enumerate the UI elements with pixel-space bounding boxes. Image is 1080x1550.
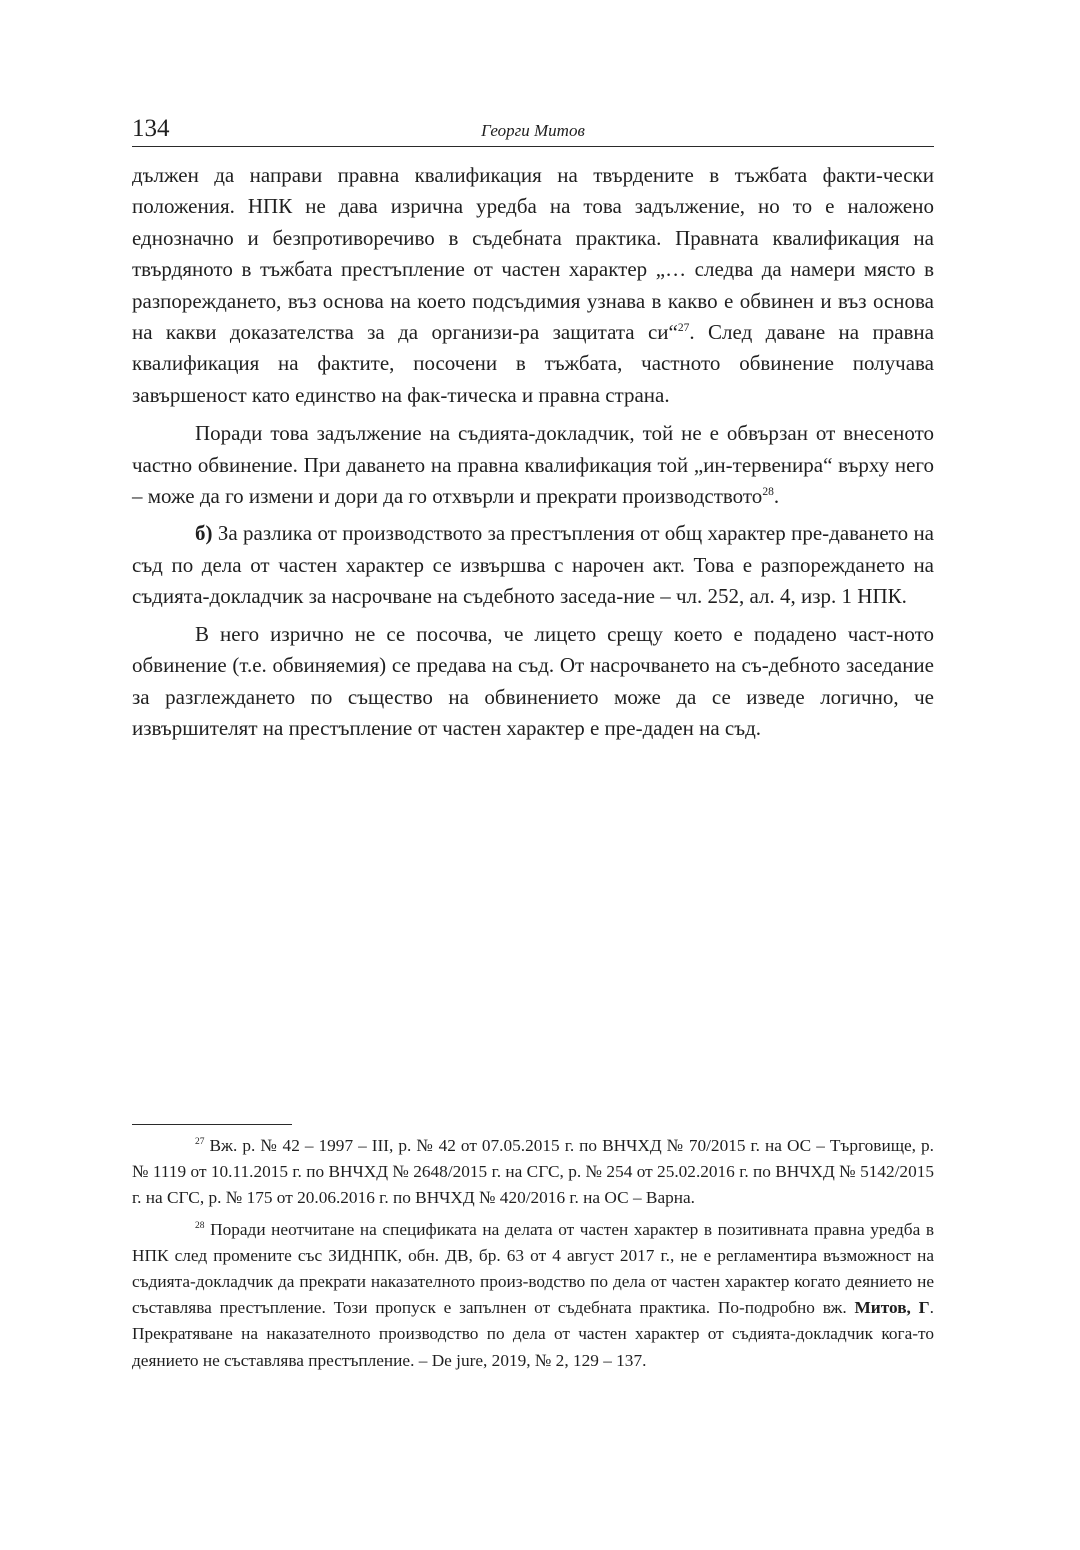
paragraph-3-text: За разлика от производството за престъпления от общ характер пре-даването на съд по дела от частен характер се извършва с нарочен акт. Това е разпореждането на съдията-докладчик за насрочване на съдебното заседа-ние – чл. 252, ал. 4, изр. 1 НПК.: [132, 521, 934, 609]
paragraph-1: [132, 160, 934, 411]
footnote-28-text: Поради неотчитане на спецификата на делата от частен характер в позитивната правна уредба в НПК след промените със ЗИДНПК, обн. ДВ, бр. 63 от 4 август 2017 г., не е регламентира възможност на съдията-докладчик да прекрати наказателното произ-водство по дела от частен характер когато деянието не съставлява престъпление. Този пропуск е запълнен от съдебната практика. По-подробно вж.: [132, 1219, 934, 1318]
paragraph-1-text: дължен да направи правна квалификация на твърдените в тъжбата факти-чески положения. НПК не дава изрична уредба на това задължение, но то е наложено еднозначно и безпротиворечиво в съдебната практика. Правната квалификация на твърдяното в тъжбата престъпление от частен характер „… следва да намери място в разпореждането, въз основа на което подсъдимия узнава в какво е обвинен и въз основа на какви доказателства за да организи-ра защитата си“: [132, 163, 934, 345]
footnote-28-number: 28: [195, 1220, 205, 1231]
paragraph-2-tail: .: [773, 484, 780, 509]
paragraph-2-text: Поради това задължение на съдията-докладчик, той не е обвързан от внесеното частно обвинение. При даването на правна квалификация той „ин-тервенира“ върху него – може да го измени и дори да го отхвърли и прекрати производството: [132, 421, 934, 509]
footnote-ref-28[interactable]: 28: [762, 486, 774, 499]
book-page: [132, 112, 934, 1370]
header-author: Георги Митов: [481, 121, 585, 140]
page-number: 134: [132, 115, 170, 142]
footnotes-section: [132, 1124, 934, 1379]
paragraph-2: [132, 418, 934, 512]
footnote-ref-27[interactable]: 27: [677, 322, 690, 335]
footnote-27: [132, 1133, 934, 1212]
paragraph-3-marker: б): [195, 521, 213, 546]
footnote-separator: [132, 1124, 292, 1125]
main-text: [132, 160, 934, 744]
running-header: [132, 112, 934, 147]
paragraph-4: [132, 619, 934, 745]
footnote-27-number: 27: [195, 1137, 205, 1148]
paragraph-4-text: В него изрично не се посочва, че лицето срещу което е подадено част-ното обвинение (т.е. обвиняемия) се предава на съд. От насрочването на съ-дебното заседание за разглеждането по същество на обвинението може да се изведе логично, че извършителят на престъпление от частен характер е пре-даден на съд.: [132, 621, 934, 740]
footnote-28-tail: . Прекратяване на наказателното производство по дела от частен характер от съдията-докладчик кога-то деянието не съставлява престъпление. – De jure, 2019, № 2, 129 – 137.: [132, 1298, 934, 1370]
paragraph-1-tail: . След даване на правна квалификация на фактите, посочени в тъжбата, частното обвинение получава завършеност като единство на фак-тическа и правна страна.: [132, 320, 934, 407]
footnote-28: [132, 1217, 934, 1374]
footnote-28-author: Митов, Г: [854, 1298, 930, 1318]
footnote-27-text: Вж. р. № 42 – 1997 – III, р. № 42 от 07.05.2015 г. по ВНЧХД № 70/2015 г. на ОС – Търговище, р. № 1119 от 10.11.2015 г. по ВНЧХД № 2648/2015 г. на СГС, р. № 254 от 25.02.2016 г. по ВНЧХД № 5142/2015 г. на СГС, р. № 175 от 20.06.2016 г. по ВНЧХД № 420/2016 г. на ОС – Варна.: [132, 1136, 934, 1208]
paragraph-3: [132, 518, 934, 612]
